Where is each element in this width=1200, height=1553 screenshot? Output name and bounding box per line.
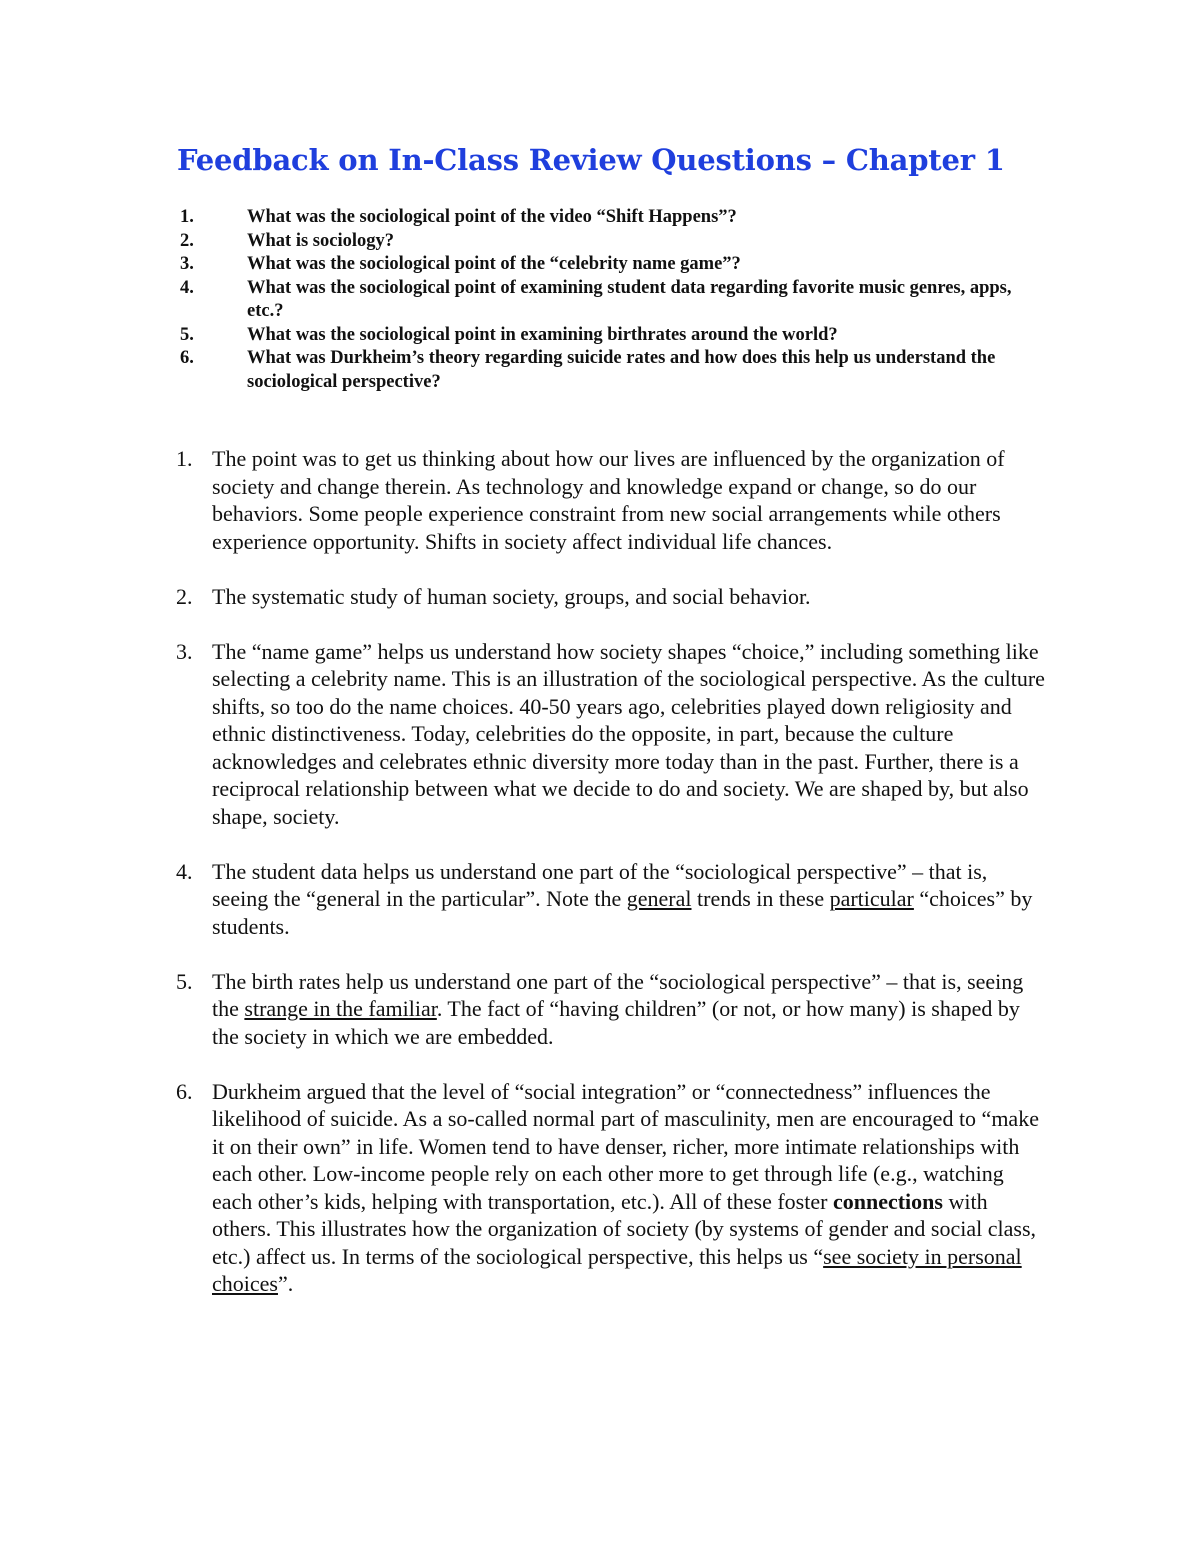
question-number: 6.: [180, 348, 194, 368]
answer-text-start: Durkheim argued that the level of “social integration” or “connectedness” influences the likelihood of suicide. As a so-called normal part of masculinity, men are encouraged to “make it on their own” in life. Women tend to have denser, richer, more intimate relationships with each other. Low-income people rely on each other more to get through life (e.g., watching each other’s kids, helping with transportation, etc.). All of these foster: [212, 1078, 1039, 1214]
answer-text: The systematic study of human society, groups, and social behavior.: [212, 583, 811, 609]
answer-text-end: ”.: [277, 1271, 294, 1296]
question-text: What was Durkheim’s theory regarding suicide rates and how does this help us understand the sociological perspective?: [247, 348, 996, 392]
answer-number: 1.: [176, 446, 193, 471]
underlined-term-particular: particular: [829, 886, 914, 911]
question-number: 5.: [180, 324, 194, 345]
answer-text: The “name game” helps us understand how society shapes “choice,” including something like selecting a celebrity name. This is an illustration of the sociological perspective. As the culture shifts, so too do the name choices. 40-50 years ago, celebrities played down religiosity and ethnic distinctiveness. Today, celebrities do the opposite, in part, because the culture acknowledges and celebrates ethnic diversity more today than in the past. Further, there is a reciprocal relationship between what we decide to do and society. We are shaped by, but also shape, society.: [212, 638, 1045, 829]
answer-item: [176, 968, 1046, 1051]
question-number: 2.: [180, 230, 194, 251]
question-list: [180, 206, 1040, 394]
answer-number: 4.: [176, 858, 193, 884]
answer-item: [176, 445, 1046, 555]
answer-item: [176, 583, 1046, 611]
question-item: [180, 253, 1040, 277]
answer-number: 3.: [176, 638, 193, 664]
answer-number: 5.: [176, 968, 193, 994]
answer-number: 6.: [176, 1078, 193, 1104]
answer-item: [176, 1078, 1046, 1298]
answer-text-middle: with others. This illustrates how the organization of society (by systems of gender and social class, etc.) affect us. In terms of the sociological perspective, this helps us “: [212, 1188, 1037, 1269]
question-text: What was the sociological point of examining student data regarding favorite music genres, apps, etc.?: [247, 277, 1012, 321]
question-number: 3.: [180, 254, 194, 274]
question-item: [180, 230, 1040, 254]
question-item: [180, 324, 1040, 348]
question-text: What is sociology?: [247, 230, 394, 251]
underlined-term-see-society: see society in personal choices: [212, 1243, 1022, 1296]
question-item: [180, 347, 1040, 394]
answer-text-start: The student data helps us understand one part of the “sociological perspective” – that is, seeing the “general in the particular”. Note the: [212, 858, 988, 911]
answer-text-end: . The fact of “having children” (or not, or how many) is shaped by the society in which we are embedded.: [212, 996, 1020, 1049]
question-number: 1.: [180, 207, 194, 227]
page-title: Feedback on In-Class Review Questions – Chapter 1: [177, 143, 1005, 177]
answer-number: 2.: [176, 583, 193, 609]
answer-text-middle: trends in these: [691, 886, 830, 911]
question-text: What was the sociological point in examining birthrates around the world?: [247, 324, 838, 345]
underlined-term-general: general: [626, 886, 692, 911]
answer-item: [176, 858, 1046, 941]
question-item: [180, 206, 1040, 230]
question-item: [180, 277, 1040, 324]
bold-term-connections: connections: [832, 1188, 943, 1214]
answer-text-end: “choices” by students.: [212, 886, 1033, 939]
answer-list: [176, 445, 1046, 1325]
answer-text-start: The birth rates help us understand one part of the “sociological perspective” – that is, seeing the: [212, 968, 1024, 1021]
question-text: What was the sociological point of the “celebrity name game”?: [247, 254, 741, 274]
underlined-term-strange-familiar: strange in the familiar: [244, 996, 437, 1021]
answer-text: The point was to get us thinking about how our lives are influenced by the organization of society and change therein. As technology and knowledge expand or change, so do our behaviors. Some people experience constraint from new social arrangements while others experience opportunity. Shifts in society affect individual life chances.: [212, 446, 1005, 554]
question-number: 4.: [180, 277, 194, 298]
question-text: What was the sociological point of the video “Shift Happens”?: [247, 207, 737, 227]
answer-item: [176, 638, 1046, 831]
